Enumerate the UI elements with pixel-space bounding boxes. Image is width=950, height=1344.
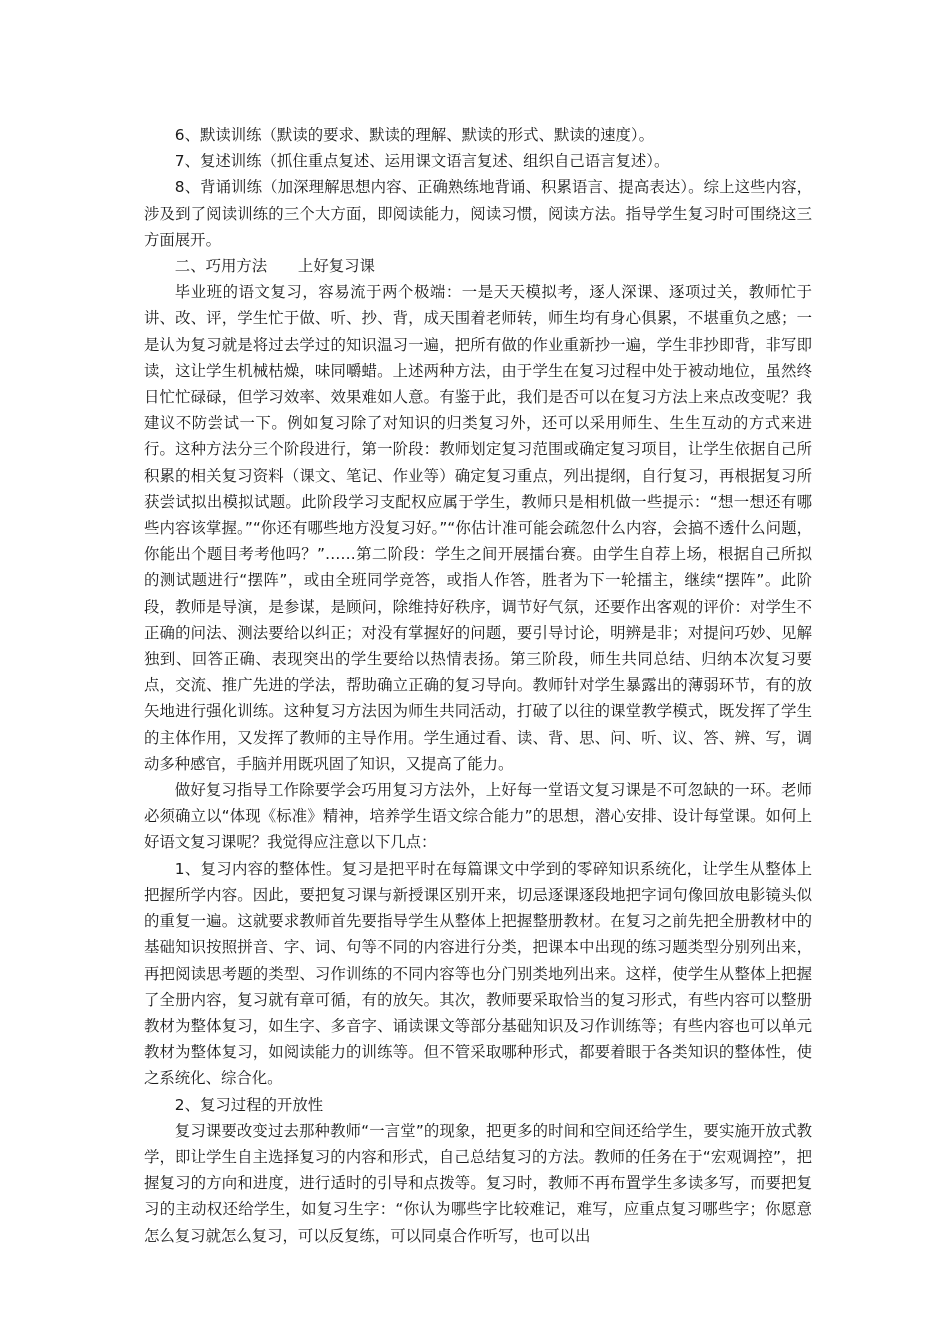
document-page	[144, 122, 812, 1249]
paragraph-silent-reading: 6、默读训练（默读的要求、默读的理解、默读的形式、默读的速度）。	[174, 126, 654, 144]
section-heading-methods: 二、巧用方法 上好复习课	[174, 257, 375, 276]
paragraph-point-2-openness: 复习课要改变过去那种教师“一言堂”的现象，把更多的时间和空间还给学生，要实施开放式教学，即让学生自主选择复习的内容和形式，自己总结复习的方法。教师的任务在于“宏观调控”，把握复习的方向和进度，进行适时的引导和点拨等。复习时，教师不再布置学生多读多写，而要把复习的主动权还给学生，如复习生字：“你认为哪些字比较难记，难写，应重点复习哪些字；你愿意怎么复习就怎么复习，可以反复练，可以同桌合作听写，也可以出	[144, 1121, 812, 1245]
paragraph-retelling: 7、复述训练（抓住重点复述、运用课文语言复述、组织自己语言复述）。	[174, 152, 670, 171]
paragraph-review-methods: 毕业班的语文复习，容易流于两个极端：一是天天模拟考，逐人深课、逐项过关，教师忙于讲、改、评，学生忙于做、听、抄、背，成天围着老师转，师生均有身心俱累，不堪重负之感；一是认为复习就是将过去学过的知识温习一遍，把所有做的作业重新抄一遍，学生非抄即背，非写即读，这让学生机械枯燥，味同嚼蜡。上述两种方法，由于学生在复习过程中处于被动地位，虽然终日忙忙碌碌，但学习效率、效果难如人意。有鉴于此，我们是否可以在复习方法上来点改变呢？我建议不防尝试一下。例如复习除了对知识的归类复习外，还可以采用师生、生生互动的方式来进行。这种方法分三个阶段进行，第一阶段：教师划定复习范围或确定复习项目，让学生依据自己所积累的相关复习资料（课文、笔记、作业等）确定复习重点，列出提纲，自行复习，再根据复习所获尝试拟出模拟试题。此阶段学习支配权应属于学生，教师只是相机做一些提示：“想一想还有哪些内容该掌握。”“你还有哪些地方没复习好。”“你估计准可能会疏忽什么内容，会搞不透什么问题，你能出个题目考考他吗？”……第二阶段：学生之间开展擂台赛。由学生自荐上场，根据自己所拟的测试题进行“摆阵”，或由全班同学竞答，或指人作答，胜者为下一轮擂主，继续“摆阵”。此阶段，教师是导演，是参谋，是顾问，除维持好秩序，调节好气氛，还要作出客观的评价：对学生不正确的问法、测法要给以纠正；对没有掌握好的问题，要引导讨论，明辨是非；对提问巧妙、见解独到、回答正确、表现突出的学生要给以热情表扬。第三阶段，师生共同总结、归纳本次复习要点，交流、推广先进的学法，帮助确立正确的复习导向。教师针对学生暴露出的薄弱环节，有的放矢地进行强化训练。这种复习方法因为师生共同活动，打破了以往的课堂教学模式，既发挥了学生的主体作用，又发挥了教师的主导作用。学生通过看、读、背、思、问、听、议、答、辨、写，调动多种感官，手脑并用既巩固了知识，又提高了能力。	[144, 283, 812, 773]
paragraph-point-1-integrity: 1、复习内容的整体性。复习是把平时在每篇课文中学到的零碎知识系统化，让学生从整体上把握所学内容。因此，要把复习课与新授课区别开来，切忌逐课逐段地把字词句像回放电影镜头似的重复一遍。这就要求教师首先要指导学生从整体上把握整册教材。在复习之前先把全册教材中的基础知识按照拼音、字、词、句等不同的内容进行分类，把课本中出现的练习题类型分别列出来，再把阅读思考题的类型、习作训练的不同内容等也分门别类地列出来。这样，使学生从整体上把握了全册内容，复习就有章可循，有的放矢。其次，教师要采取恰当的复习形式，有些内容可以整册教材为整体复习，如生字、多音字、诵读课文等部分基础知识及习作训练等；有些内容也可以单元教材为整体复习，如阅读能力的训练等。但不管采取哪种形式，都要着眼于各类知识的整体性，使之系统化、综合化。	[144, 859, 812, 1088]
paragraph-review-class-intro: 做好复习指导工作除要学会巧用复习方法外，上好每一堂语文复习课是不可忽缺的一环。老师必须确立以“体现《标准》精神，培养学生语文综合能力”的思想，潜心安排、设计每堂课。如何上好语文复习课呢？我觉得应注意以下几点：	[144, 781, 812, 852]
subheading-point-2-openness: 2、复习过程的开放性	[174, 1095, 324, 1114]
paragraph-recitation: 8、背诵训练（加深理解思想内容、正确熟练地背诵、积累语言、提高表达）。综上这些内容，涉及到了阅读训练的三个大方面，即阅读能力，阅读习惯，阅读方法。指导学生复习时可围绕这三方面展开。	[144, 178, 812, 249]
